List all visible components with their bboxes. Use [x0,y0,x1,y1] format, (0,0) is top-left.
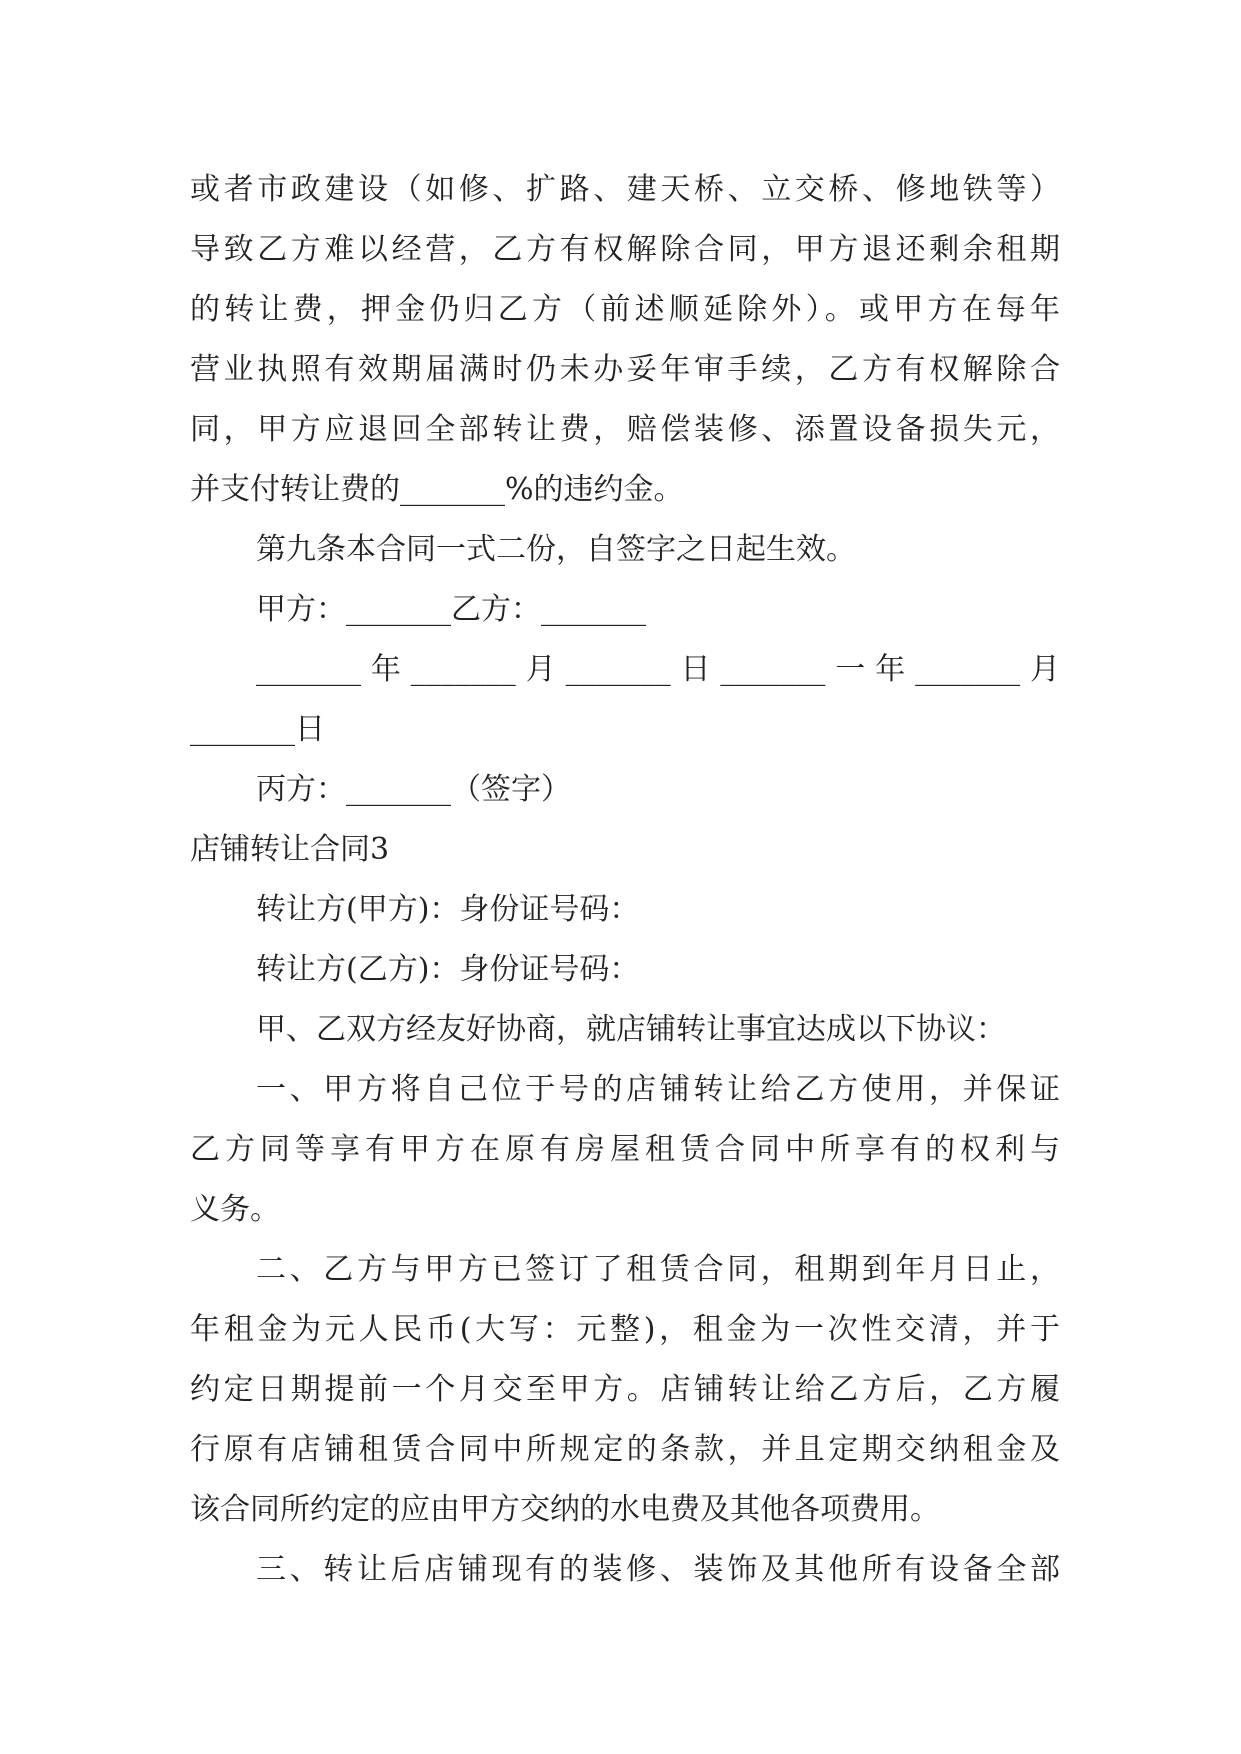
date-line-end: _______日 [190,712,325,747]
text-line: 营业执照有效期届满时仍未办妥年审手续，乙方有权解除合 [190,352,1060,387]
text-line: 的转让费，押金仍归乙方（前述顺延除外）。或甲方在每年 [190,292,1060,327]
party-b-info: 转让方(乙方)：身份证号码： [256,952,640,987]
article-nine: 第九条本合同一式二份，自签字之日起生效。 [256,532,856,567]
party-a-info: 转让方(甲方)：身份证号码： [256,892,640,927]
text-line: 同，甲方应退回全部转让费，赔偿装修、添置设备损失元， [190,412,1060,447]
date-line: _______年_______月_______日_______一年_______月 [256,652,1060,687]
text-line: 并支付转让费的_______%的违约金。 [190,472,684,507]
signature-line-parties: 甲方：_______乙方：_______ [256,592,646,627]
text-line: 该合同所约定的应由甲方交纳的水电费及其他各项费用。 [190,1492,940,1527]
clause-two: 二、乙方与甲方已签订了租赁合同，租期到年月日止， [256,1252,1060,1287]
agreement-intro: 甲、乙双方经友好协商，就店铺转让事宜达成以下协议： [256,1012,1006,1047]
text-line: 行原有店铺租赁合同中所规定的条款，并且定期交纳租金及 [190,1432,1060,1467]
document-body [190,160,1060,1600]
signature-line-third-party: 丙方：_______（签字） [256,772,571,807]
clause-one: 一、甲方将自己位于号的店铺转让给乙方使用，并保证 [256,1072,1060,1107]
clause-three: 三、转让后店铺现有的装修、装饰及其他所有设备全部 [256,1552,1060,1587]
text-line: 乙方同等享有甲方在原有房屋租赁合同中所享有的权利与 [190,1132,1060,1167]
text-line: 年租金为元人民币(大写：元整)，租金为一次性交清，并于 [190,1312,1060,1347]
text-line: 约定日期提前一个月交至甲方。店铺转让给乙方后，乙方履 [190,1372,1060,1407]
text-line: 义务。 [190,1192,280,1227]
text-line: 导致乙方难以经营，乙方有权解除合同，甲方退还剩余租期 [190,232,1060,267]
section-title: 店铺转让合同3 [190,832,390,867]
text-line: 或者市政建设（如修、扩路、建天桥、立交桥、修地铁等） [190,172,1060,207]
